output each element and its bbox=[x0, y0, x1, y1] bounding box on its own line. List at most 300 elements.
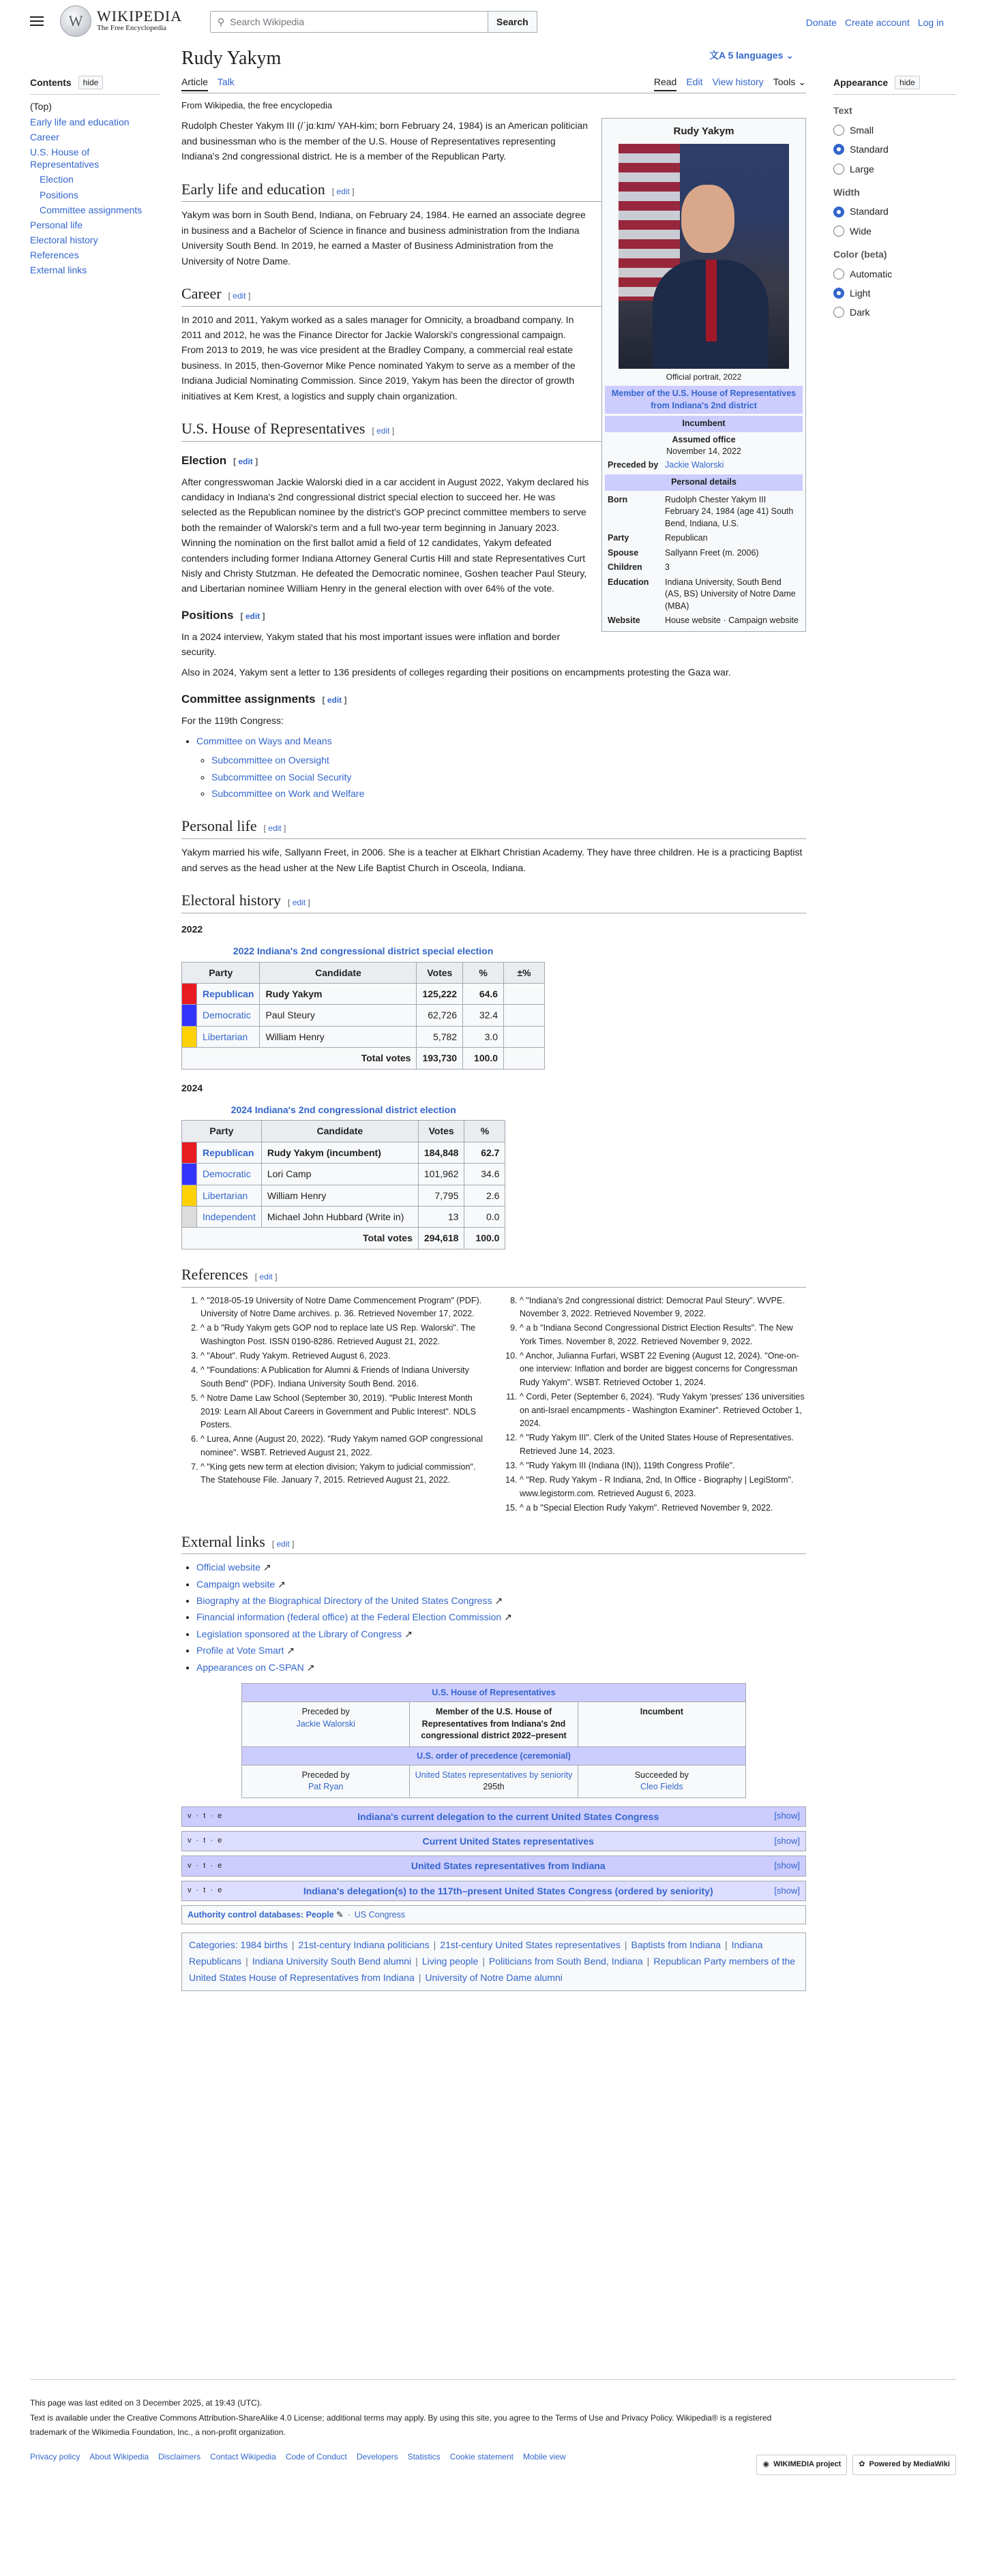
votes-cell: 125,222 bbox=[417, 984, 463, 1005]
list-item bbox=[211, 770, 806, 785]
preceded-by-link[interactable]: Jackie Walorski bbox=[296, 1718, 355, 1729]
pct-cell: 62.7 bbox=[464, 1142, 505, 1163]
party-link[interactable]: Republican bbox=[203, 988, 254, 1000]
pct-cell: 34.6 bbox=[464, 1164, 505, 1185]
category-link[interactable]: 1984 births bbox=[240, 1939, 288, 1951]
navbox-title[interactable]: Current United States representatives bbox=[422, 1835, 594, 1847]
list-item bbox=[196, 1626, 806, 1641]
appearance-groups bbox=[833, 103, 956, 320]
list-item bbox=[211, 786, 806, 801]
table-row bbox=[182, 1005, 545, 1026]
party-cell bbox=[197, 1005, 260, 1026]
appearance-option[interactable] bbox=[833, 224, 956, 239]
toc-item[interactable] bbox=[30, 130, 160, 145]
radio-icon[interactable] bbox=[833, 226, 844, 237]
preceded-by-link[interactable]: Jackie Walorski bbox=[665, 459, 724, 470]
appearance-option[interactable] bbox=[833, 162, 956, 177]
option-label: Light bbox=[850, 287, 871, 299]
external-link[interactable]: Official website bbox=[196, 1562, 261, 1573]
table-of-contents bbox=[30, 75, 160, 278]
party-link[interactable]: Libertarian bbox=[203, 1031, 248, 1042]
infobox-key: Party bbox=[608, 533, 629, 543]
succession-box: U.S. House of Representatives Preceded by Jackie Walorski Member of the U.S. House of Representatives from Indiana's 2nd congressional district 2022–present Incumbent U.S. order of precedence (ceremonial) Preceded by Pat Ryan United States representatives by seniority 295th Succeeded by Cleo Fields bbox=[241, 1683, 746, 1798]
electoral-history bbox=[181, 922, 806, 1249]
candidate-cell: Paul Steury bbox=[260, 1005, 417, 1026]
infobox bbox=[601, 118, 806, 631]
navbox-vte-links[interactable]: v · t · e bbox=[188, 1811, 224, 1820]
reference-item[interactable]: 6. ^ Lurea, Anne (August 20, 2022). "Rudy Yakym named GOP congressional nominee". WSBT. Retrieved August 21, 2022. bbox=[200, 1433, 487, 1459]
footer-link[interactable]: Statistics bbox=[407, 2451, 441, 2461]
candidate-cell: William Henry bbox=[261, 1185, 418, 1206]
reference-item[interactable]: 9. ^ a b "Indiana Second Congressional District Election Results". The New York Times. November 8, 2022. Retrieved November 9, 2022. bbox=[520, 1322, 806, 1348]
reference-item[interactable]: 4. ^ "Foundations: A Publication for Alumni & Friends of Indiana University South Bend" (PDF). Indiana University South Bend. 2016. bbox=[200, 1364, 487, 1391]
infobox-row bbox=[605, 613, 803, 628]
edit-link[interactable]: edit bbox=[245, 611, 261, 621]
tab-edit[interactable]: Edit bbox=[686, 76, 703, 88]
option-label: Dark bbox=[850, 307, 870, 318]
reference-item[interactable]: 5. ^ Notre Dame Law School (September 30, 2019). "Public Interest Month 2019: Learn All About Careers in Government and Public Interest". NDLS Posters. bbox=[200, 1392, 487, 1431]
tab-article[interactable]: Article bbox=[181, 74, 208, 91]
table-header-row bbox=[182, 962, 545, 983]
positions-text: Also in 2024, Yakym sent a letter to 136 presidents of colleges regarding their positions on encampments protesting the Gaza war. bbox=[181, 667, 731, 678]
reference-item[interactable]: 10. ^ Anchor, Julianna Furfari, WSBT 22 Evening (August 12, 2024). "One-on-one interview: Inflation and border are biggest concerns for Congressman Rudy Yakym". WSBT. Retrieved October 1, 2024. bbox=[520, 1350, 806, 1389]
appearance-title: Appearance bbox=[833, 77, 889, 88]
infobox-key: Children bbox=[608, 562, 642, 573]
toc-link[interactable]: U.S. House of Representatives bbox=[30, 146, 100, 170]
reference-item[interactable]: 14. ^ "Rep. Rudy Yakym - R Indiana, 2nd, In Office - Biography | LegiStorm". www.legistorm.com. Retrieved August 6, 2023. bbox=[520, 1474, 806, 1500]
radio-icon[interactable] bbox=[833, 125, 844, 136]
toc-item[interactable] bbox=[30, 232, 160, 247]
radio-icon[interactable] bbox=[833, 207, 844, 217]
donate-link[interactable]: Donate bbox=[805, 17, 837, 28]
infobox-key: Website bbox=[608, 616, 640, 626]
radio-icon[interactable] bbox=[833, 307, 844, 318]
navbox-show-toggle[interactable]: [show] bbox=[774, 1860, 800, 1871]
party-cell bbox=[197, 1164, 262, 1185]
party-color-swatch bbox=[182, 1142, 197, 1163]
section-heading: External links [ edit ] bbox=[181, 1532, 806, 1555]
last-edited: This page was last edited on 3 December 2025, at 19:43 (UTC). bbox=[30, 2398, 263, 2408]
category-link[interactable]: Indiana University South Bend alumni bbox=[252, 1955, 412, 1967]
category-link[interactable]: 21st-century United States representatives bbox=[440, 1939, 621, 1951]
page-tabs bbox=[181, 74, 806, 93]
change-cell bbox=[504, 1048, 545, 1069]
toc-link[interactable]: Career bbox=[30, 131, 59, 142]
option-label: Large bbox=[850, 163, 874, 175]
reference-item[interactable]: 13. ^ "Rudy Yakym III (Indiana (IN)), 119th Congress Profile". bbox=[520, 1459, 806, 1472]
appearance-hide-button[interactable]: hide bbox=[895, 76, 920, 89]
authority-control: Authority control databases: People ✎ · US Congress bbox=[181, 1905, 806, 1924]
succession-incumbent: Incumbent bbox=[578, 1702, 745, 1746]
toc-link[interactable]: (Top) bbox=[30, 101, 52, 112]
search-button[interactable]: Search bbox=[488, 11, 537, 33]
infobox-value: Sallyann Freet (m. 2006) bbox=[665, 547, 759, 558]
option-label: Wide bbox=[850, 225, 872, 237]
navbox-show-toggle[interactable]: [show] bbox=[774, 1810, 800, 1821]
infobox-row bbox=[605, 560, 803, 575]
navbox-group bbox=[181, 1806, 806, 1902]
appearance-group-label: Width bbox=[833, 186, 860, 198]
subsection-heading: Positions [ edit ] bbox=[181, 608, 265, 622]
appearance-option[interactable] bbox=[833, 142, 956, 157]
appearance-group-label: Text bbox=[833, 105, 852, 117]
toc-item[interactable] bbox=[30, 115, 160, 130]
user-links bbox=[806, 15, 944, 30]
license-text: Text is available under the Creative Commons Attribution-ShareAlike 4.0 License; additional terms may apply. By using this site, you agree to the Terms of Use and Privacy Policy. Wikipedia® is a registered trademark of the Wikimedia Foundation, Inc., a non-profit organization. bbox=[30, 2412, 772, 2438]
navbox-show-toggle[interactable]: [show] bbox=[774, 1885, 800, 1896]
footer-link[interactable]: Mobile view bbox=[522, 2451, 566, 2461]
subsection-heading: Committee assignments [ edit ] bbox=[181, 692, 347, 706]
party-link[interactable]: Independent bbox=[203, 1211, 256, 1222]
list-item bbox=[211, 753, 806, 768]
table-caption[interactable]: 2024 Indiana's 2nd congressional district election bbox=[230, 1104, 456, 1115]
external-link-icon: ↗ bbox=[303, 1661, 315, 1673]
category-link[interactable]: Baptists from Indiana bbox=[631, 1939, 721, 1951]
edit-link[interactable]: edit bbox=[336, 186, 350, 196]
subcommittee-link[interactable]: Subcommittee on Work and Welfare bbox=[211, 788, 365, 800]
total-row bbox=[182, 1048, 545, 1069]
assumed-office-label: Assumed office bbox=[672, 434, 736, 444]
party-color-swatch bbox=[182, 984, 197, 1005]
search-input[interactable] bbox=[210, 11, 488, 33]
external-link[interactable]: Campaign website bbox=[196, 1578, 276, 1590]
table-caption[interactable]: 2022 Indiana's 2nd congressional district special election bbox=[233, 945, 494, 957]
votes-cell: 5,782 bbox=[417, 1026, 463, 1047]
infobox-row bbox=[605, 531, 803, 546]
footer-link[interactable]: Developers bbox=[356, 2451, 398, 2461]
total-row bbox=[182, 1228, 505, 1249]
positions-text: In a 2024 interview, Yakym stated that his most important issues were inflation and border security. bbox=[181, 631, 561, 657]
navbox-vte-links[interactable]: v · t · e bbox=[188, 1886, 224, 1895]
infobox-row bbox=[605, 575, 803, 614]
edit-link[interactable]: edit bbox=[268, 823, 282, 834]
radio-icon[interactable] bbox=[833, 164, 844, 175]
early-life-text: Yakym was born in South Bend, Indiana, on February 24, 1984. He earned an associate degree in business and a Bachelor of Science in finance and business administration from the Indiana University South Bend. In 2019, he earned a Master of Business Administration from the University of Notre Dame. bbox=[181, 209, 586, 267]
page-title: Rudy Yakym bbox=[181, 48, 282, 69]
party-link[interactable]: Democratic bbox=[203, 1168, 251, 1180]
from-wikipedia: From Wikipedia, the free encyclopedia bbox=[181, 100, 333, 110]
subcommittee-link[interactable]: Subcommittee on Oversight bbox=[211, 755, 329, 766]
total-pct-cell: 100.0 bbox=[464, 1228, 505, 1249]
votes-cell: 101,962 bbox=[418, 1164, 464, 1185]
category-separator: | bbox=[725, 1939, 728, 1951]
career-text: In 2010 and 2011, Yakym worked as a sales manager for Omnicity, a broadband company. In 2011 and 2012, he was the Finance Director for Jackie Walorski's congressional campaign. From 2013 to 2019, he was vice president at the Bradley Company, a commercial real estate business. In 2015, then-Governor Mike Pence nominated Yakym to serve as a member of the Indiana Judicial Nominating Commission. Since 2019, Yakym has been the director of growth initiatives at Kem Krest, a logistics and supply chain organization. bbox=[181, 314, 576, 401]
party-cell bbox=[197, 1142, 262, 1163]
toc-item[interactable] bbox=[30, 145, 160, 172]
page-footer bbox=[30, 2379, 956, 2468]
infobox-name: Rudy Yakym bbox=[673, 125, 734, 138]
appearance-panel bbox=[833, 75, 956, 324]
edit-link[interactable]: edit bbox=[238, 456, 253, 466]
succeeded-by-link[interactable]: Cleo Fields bbox=[640, 1782, 683, 1792]
toc-list bbox=[30, 99, 160, 277]
party-link[interactable]: Republican bbox=[203, 1147, 254, 1158]
candidate-cell: Rudy Yakym bbox=[260, 984, 417, 1005]
change-cell bbox=[504, 1005, 545, 1026]
external-link-icon: ↗ bbox=[492, 1595, 503, 1607]
infobox-value: House website · Campaign website bbox=[665, 616, 799, 626]
election-results-table bbox=[181, 941, 545, 1069]
authority-link[interactable]: US Congress bbox=[354, 1910, 406, 1920]
navbox bbox=[181, 1855, 806, 1876]
toc-link[interactable]: Electoral history bbox=[30, 234, 98, 246]
election-year-heading: 2024 bbox=[181, 1082, 203, 1093]
navbox-show-toggle[interactable]: [show] bbox=[774, 1835, 800, 1846]
column-header: % bbox=[463, 962, 504, 983]
table-row bbox=[182, 1206, 505, 1227]
toc-link[interactable]: External links bbox=[30, 264, 87, 276]
total-votes-cell: 294,618 bbox=[418, 1228, 464, 1249]
tools-menu[interactable]: Tools ⌄ bbox=[773, 76, 806, 88]
portrait-caption: Official portrait, 2022 bbox=[666, 372, 742, 382]
category-separator: | bbox=[418, 1971, 421, 1983]
section-heading: Career [ edit ] bbox=[181, 284, 806, 307]
mediawiki-badge[interactable]: ✿ Powered by MediaWiki bbox=[852, 2455, 956, 2475]
category-link[interactable]: 21st-century Indiana politicians bbox=[298, 1939, 430, 1951]
category-separator: | bbox=[624, 1939, 627, 1951]
edit-link[interactable]: edit bbox=[376, 426, 390, 436]
external-link-icon: ↗ bbox=[402, 1628, 413, 1639]
infobox-value: Rudolph Chester Yakym III February 24, 1984 (age 41) South Bend, Indiana, U.S. bbox=[665, 494, 794, 528]
option-label: Standard bbox=[850, 206, 889, 217]
tab-view-history[interactable]: View history bbox=[712, 76, 764, 88]
radio-icon[interactable] bbox=[833, 288, 844, 299]
lead-paragraph: Rudolph Chester Yakym III (/ˈjɑːkɪm/ YAH-kim; born February 24, 1984) is an American politician and businessman who is the member of the U.S. House of Representatives representing Indiana's 2nd congressional district. He is a member of the Republican Party. bbox=[181, 120, 589, 162]
preceded-by-link[interactable]: Pat Ryan bbox=[308, 1782, 344, 1792]
appearance-option[interactable] bbox=[833, 267, 956, 282]
succession-office: Member of the U.S. House of Representatives from Indiana's 2nd congressional district 2022–present bbox=[409, 1702, 577, 1746]
search-placeholder: Search Wikipedia bbox=[230, 16, 305, 27]
infobox-value: Indiana University, South Bend (AS, BS) University of Notre Dame (MBA) bbox=[665, 577, 796, 611]
navbox-vte-links[interactable]: v · t · e bbox=[188, 1861, 224, 1870]
infobox-rows bbox=[605, 493, 803, 628]
category-link[interactable]: University of Notre Dame alumni bbox=[425, 1971, 563, 1983]
toc-link[interactable]: Positions bbox=[40, 189, 78, 200]
precedence-header[interactable]: U.S. order of precedence (ceremonial) bbox=[242, 1747, 745, 1766]
external-link[interactable]: Biography at the Biographical Directory of the United States Congress bbox=[196, 1595, 492, 1607]
list-item bbox=[196, 1560, 806, 1575]
subcommittee-link[interactable]: Subcommittee on Social Security bbox=[211, 771, 352, 783]
appearance-group-label: Color (beta) bbox=[833, 249, 887, 260]
footer-link[interactable]: Disclaimers bbox=[158, 2451, 201, 2461]
edit-link[interactable]: edit bbox=[327, 695, 342, 705]
edit-link[interactable]: edit bbox=[292, 898, 306, 908]
edit-link[interactable]: edit bbox=[276, 1539, 290, 1549]
toc-item[interactable] bbox=[30, 99, 160, 114]
change-cell bbox=[504, 1026, 545, 1047]
column-header: Votes bbox=[417, 962, 463, 983]
external-links-list bbox=[196, 1560, 806, 1675]
succession-header[interactable]: U.S. House of Representatives bbox=[242, 1684, 745, 1702]
appearance-option[interactable] bbox=[833, 204, 956, 219]
edit-link[interactable]: edit bbox=[259, 1271, 273, 1282]
table-row bbox=[182, 1026, 545, 1047]
infobox-key: Education bbox=[608, 577, 649, 587]
column-header: Votes bbox=[418, 1121, 464, 1142]
appearance-option[interactable] bbox=[833, 286, 956, 301]
category-link[interactable]: Politicians from South Bend, Indiana bbox=[488, 1955, 643, 1967]
party-color-swatch bbox=[182, 1206, 197, 1227]
total-label: Total votes bbox=[182, 1048, 417, 1069]
party-cell bbox=[197, 984, 260, 1005]
committee-link[interactable]: Committee on Ways and Means bbox=[196, 735, 332, 746]
category-link[interactable]: Indiana Republicans bbox=[189, 1939, 763, 1967]
table-row bbox=[182, 984, 545, 1005]
category-separator: | bbox=[291, 1939, 295, 1951]
toc-item[interactable] bbox=[30, 247, 160, 262]
external-link[interactable]: Legislation sponsored at the Library of Congress bbox=[196, 1628, 402, 1639]
column-header: % bbox=[464, 1121, 505, 1142]
wikimedia-badge[interactable]: ◉ WIKIMEDIA project bbox=[756, 2455, 847, 2475]
section-heading: References [ edit ] bbox=[181, 1264, 806, 1288]
committee-list bbox=[196, 733, 806, 802]
reference-item[interactable]: 7. ^ "King gets new term at election division; Yakym to judicial commission". The Statehouse File. January 7, 2015. Retrieved August 21, 2022. bbox=[200, 1461, 487, 1487]
toc-item[interactable] bbox=[30, 172, 160, 187]
footer-link[interactable]: Code of Conduct bbox=[285, 2451, 347, 2461]
candidate-cell: Michael John Hubbard (Write in) bbox=[261, 1206, 418, 1227]
wikipedia-logo[interactable] bbox=[60, 5, 182, 37]
table-row bbox=[182, 1164, 505, 1185]
wikimedia-icon: ◉ bbox=[762, 2460, 770, 2468]
footer-link[interactable]: Contact Wikipedia bbox=[210, 2451, 276, 2461]
toc-item[interactable] bbox=[30, 262, 160, 277]
infobox-row bbox=[605, 493, 803, 532]
party-color-swatch bbox=[182, 1005, 197, 1026]
navbox-title[interactable]: Indiana's delegation(s) to the 117th–present United States Congress (ordered by seniority) bbox=[303, 1885, 713, 1896]
pct-cell: 64.6 bbox=[463, 984, 504, 1005]
column-header: Candidate bbox=[260, 962, 417, 983]
list-item bbox=[196, 1643, 806, 1658]
category-link[interactable]: Living people bbox=[421, 1955, 479, 1967]
toc-item[interactable] bbox=[30, 187, 160, 202]
party-cell bbox=[197, 1185, 262, 1206]
section-heading: Electoral history [ edit ] bbox=[181, 890, 806, 913]
table-row bbox=[182, 1142, 505, 1163]
reference-item[interactable]: 2. ^ a b "Rudy Yakym gets GOP nod to replace late US Rep. Walorski". The Washington Post. ISSN 0190-8286. Retrieved August 21, 2022. bbox=[200, 1322, 487, 1348]
toc-link[interactable]: References bbox=[30, 249, 79, 261]
toc-title: Contents bbox=[30, 77, 72, 88]
total-votes-cell: 193,730 bbox=[417, 1048, 463, 1069]
radio-icon[interactable] bbox=[833, 144, 844, 155]
toc-hide-button[interactable]: hide bbox=[78, 76, 104, 89]
radio-icon[interactable] bbox=[833, 269, 844, 279]
votes-cell: 184,848 bbox=[418, 1142, 464, 1163]
list-item bbox=[196, 1577, 806, 1592]
site-header bbox=[0, 0, 982, 42]
reference-item[interactable]: 8. ^ "Indiana's 2nd congressional district: Democrat Paul Steury". WVPE. November 3, 2022. Retrieved November 9, 2022. bbox=[520, 1294, 806, 1321]
toc-link[interactable]: Early life and education bbox=[30, 116, 130, 127]
create-account-link[interactable]: Create account bbox=[844, 17, 910, 28]
seniority-link[interactable]: United States representatives by seniority bbox=[415, 1770, 573, 1780]
list-item bbox=[196, 1660, 806, 1675]
tab-read[interactable]: Read bbox=[654, 74, 676, 91]
tab-talk[interactable]: Talk bbox=[217, 76, 235, 88]
table-header-row bbox=[182, 1121, 505, 1142]
toc-link[interactable]: Committee assignments bbox=[40, 204, 143, 215]
toc-link[interactable]: Election bbox=[40, 174, 74, 185]
reference-item[interactable]: 1. ^ "2018-05-19 University of Notre Dame Commencement Program" (PDF). University of Notre Dame archives. p. 36. Retrieved November 17, 2022. bbox=[200, 1294, 487, 1321]
infobox-incumbent: Incumbent bbox=[605, 416, 803, 432]
category-link[interactable]: Republican Party members of the United States House of Representatives from Indiana bbox=[189, 1955, 796, 1983]
infobox-key: Born bbox=[608, 494, 628, 504]
navbox bbox=[181, 1831, 806, 1851]
search-form bbox=[210, 11, 537, 33]
login-link[interactable]: Log in bbox=[917, 17, 944, 28]
categories-label[interactable]: Categories: bbox=[189, 1939, 238, 1951]
personal-life-text: Yakym married his wife, Sallyann Freet, in 2006. She is a teacher at Elkhart Christian Academy. They have three children. He is a practicing Baptist and serves as the head usher at the New Life Baptist Church in Osceola, Indiana. bbox=[181, 847, 803, 873]
category-separator: | bbox=[246, 1955, 248, 1967]
reference-item[interactable]: 11. ^ Cordi, Peter (September 6, 2024). "Rudy Yakym 'presses' 136 universities on anti-Israel encampments - Washington Examiner". Retrieved October 1, 2024. bbox=[520, 1391, 806, 1430]
column-header: Candidate bbox=[261, 1121, 418, 1142]
portrait-image[interactable] bbox=[619, 144, 789, 369]
tagline: The Free Encyclopedia bbox=[97, 24, 167, 33]
subsection-heading: Election [ edit ] bbox=[181, 453, 258, 467]
external-link-icon: ↗ bbox=[260, 1562, 271, 1573]
votes-cell: 13 bbox=[418, 1206, 464, 1227]
party-link[interactable]: Libertarian bbox=[203, 1189, 248, 1201]
appearance-option[interactable] bbox=[833, 305, 956, 320]
infobox-value: 3 bbox=[665, 562, 670, 573]
navbox-title[interactable]: Indiana's current delegation to the current United States Congress bbox=[357, 1810, 659, 1822]
navbox-vte-links[interactable]: v · t · e bbox=[188, 1836, 224, 1845]
reference-item[interactable]: 15. ^ a b "Special Election Rudy Yakym". Retrieved November 9, 2022. bbox=[520, 1502, 806, 1515]
wordmark: WIKIPEDIA bbox=[97, 7, 183, 25]
party-color-swatch bbox=[182, 1185, 197, 1206]
reference-item[interactable]: 3. ^ "About". Rudy Yakym. Retrieved August 6, 2023. bbox=[200, 1350, 487, 1363]
external-link[interactable]: Appearances on C-SPAN bbox=[196, 1661, 304, 1673]
infobox-row bbox=[605, 546, 803, 561]
external-link-icon: ↗ bbox=[501, 1611, 512, 1623]
party-color-swatch bbox=[182, 1026, 197, 1047]
languages-button[interactable]: 文A 5 languages ⌄ bbox=[709, 50, 794, 61]
personal-details-header: Personal details bbox=[605, 474, 803, 491]
category-links bbox=[181, 1933, 806, 1990]
votes-cell: 7,795 bbox=[418, 1185, 464, 1206]
change-cell bbox=[504, 984, 545, 1005]
footer-link[interactable]: About Wikipedia bbox=[89, 2451, 149, 2461]
footer-link[interactable]: Privacy policy bbox=[30, 2451, 80, 2461]
committee-intro: For the 119th Congress: bbox=[181, 714, 284, 726]
assumed-office-date: November 14, 2022 bbox=[666, 446, 741, 457]
navbox-title[interactable]: United States representatives from Indiana bbox=[411, 1860, 606, 1872]
party-link[interactable]: Democratic bbox=[203, 1010, 251, 1021]
pct-cell: 2.6 bbox=[464, 1185, 505, 1206]
external-link[interactable]: Financial information (federal office) at the Federal Election Commission bbox=[196, 1611, 502, 1623]
party-cell bbox=[197, 1206, 262, 1227]
appearance-option[interactable] bbox=[833, 123, 956, 138]
table-row bbox=[182, 1185, 505, 1206]
category-separator: | bbox=[433, 1939, 436, 1951]
toc-item[interactable] bbox=[30, 217, 160, 232]
reference-item[interactable]: 12. ^ "Rudy Yakym III". Clerk of the United States House of Representatives. Retrieved June 14, 2023. bbox=[520, 1431, 806, 1458]
candidate-cell: Rudy Yakym (incumbent) bbox=[261, 1142, 418, 1163]
section-heading: U.S. House of Representatives [ edit ] bbox=[181, 419, 806, 442]
infobox-value: Republican bbox=[665, 533, 708, 543]
footer-link[interactable]: Cookie statement bbox=[449, 2451, 514, 2461]
external-link[interactable]: Profile at Vote Smart bbox=[196, 1645, 284, 1656]
toc-link[interactable]: Personal life bbox=[30, 219, 83, 230]
pct-cell: 0.0 bbox=[464, 1206, 505, 1227]
toc-item[interactable] bbox=[30, 202, 160, 217]
main-menu-icon[interactable] bbox=[30, 16, 44, 26]
external-link-icon: ↗ bbox=[275, 1578, 286, 1590]
references-list bbox=[181, 1293, 806, 1517]
navbox bbox=[181, 1806, 806, 1827]
edit-link[interactable]: edit bbox=[233, 290, 246, 301]
globe-icon: W bbox=[60, 5, 91, 37]
column-header: Party bbox=[182, 1121, 262, 1142]
list-item bbox=[196, 1609, 806, 1624]
